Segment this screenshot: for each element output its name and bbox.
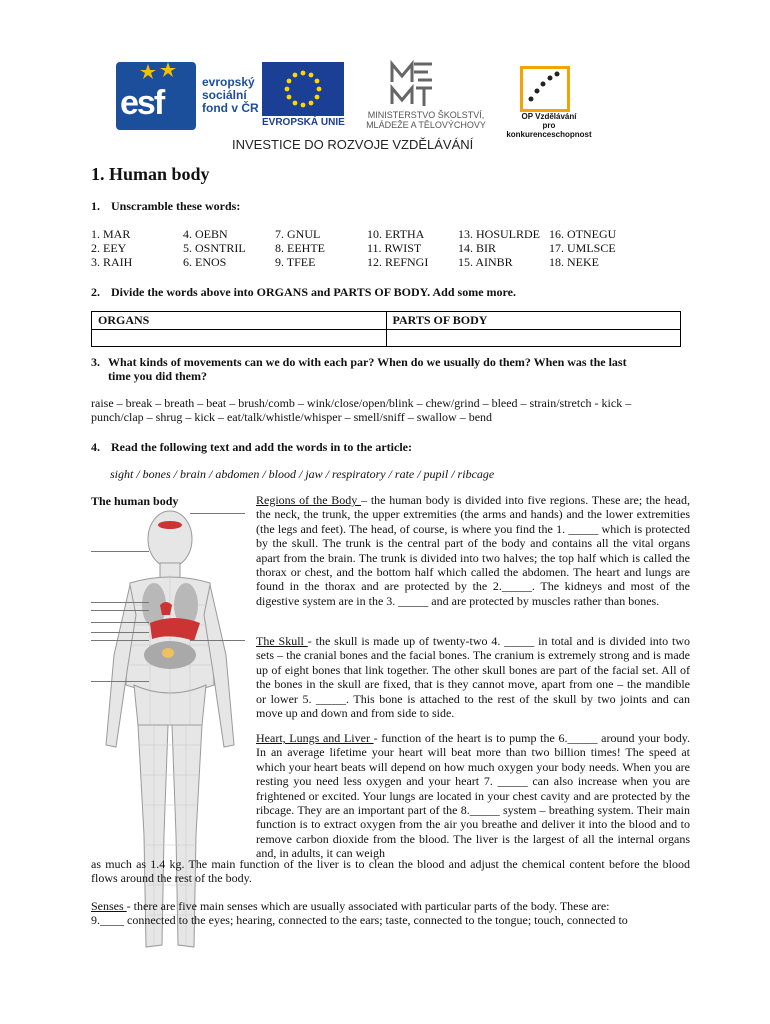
- word-column: [91, 227, 132, 269]
- bladder: [162, 648, 174, 658]
- esf-stars-icon: [140, 62, 180, 82]
- paragraph-heading: The Skull: [256, 634, 308, 648]
- label-line: [91, 622, 149, 623]
- figure-label: The human body: [91, 494, 179, 508]
- question-text: Read the following text and add the words in to the article:: [111, 440, 412, 454]
- word-item: 5. OSNTRIL: [183, 241, 246, 255]
- word-column: [367, 227, 428, 269]
- word-column: [275, 227, 325, 269]
- question-4: [91, 440, 412, 455]
- question-2: [91, 285, 516, 300]
- word-item: 15. AINBR: [458, 255, 513, 269]
- table-header-row: [92, 312, 681, 330]
- eu-text: EVROPSKÁ UNIE: [262, 117, 345, 128]
- paragraph-heart: [256, 731, 690, 861]
- msmt-logo-icon: [388, 60, 436, 108]
- word-item: 18. NEKE: [549, 255, 599, 269]
- word-column: [183, 227, 246, 269]
- question-number: 3.: [91, 355, 100, 369]
- paragraph-body: - function of the heart is to pump the 6._____ around your body. In an average lifetime your heart will beat more than two billion times! The speed at which your heart beats will depend on how much oxygen your body needs. When you are resting you need less oxygen and your heart 7. _____ can also increase when you are frightened or excited. Your lungs are located in your chest cavity and are protected by the ribcage. They are an important part of the 8._____ system – breathing system. Their main function is to extract oxygen from the air you breathe and deliver it into the blood and to remove carbon dioxide from the blood. The liver is the largest of all the internal organs and, in adults, it can weigh: [256, 731, 690, 861]
- table-header-parts: PARTS OF BODY: [386, 312, 681, 330]
- op-text-line: OP Vzdělávání: [521, 112, 577, 121]
- organs-table: [91, 311, 681, 347]
- question-text: Divide the words above into ORGANS and PARTS OF BODY. Add some more.: [111, 285, 516, 299]
- op-text: [504, 112, 594, 139]
- question-number: 1.: [91, 199, 100, 213]
- word-column: [458, 227, 540, 269]
- word-column: [549, 227, 616, 269]
- label-line: [91, 610, 149, 611]
- question-1: [91, 199, 240, 214]
- paragraph-body: 9.____ connected to the eyes; hearing, connected to the ears; taste, connected to the tongue; touch, connected to: [91, 913, 628, 928]
- op-dots-icon: [523, 69, 567, 109]
- word-bank: sight / bones / brain / abdomen / blood / jaw / respiratory / rate / pupil / ribcage: [110, 467, 495, 481]
- paragraph-heading: Heart, Lungs and Liver: [256, 731, 374, 745]
- movements-line: punch/clap – shrug – kick – eat/talk/whistle/whisper – smell/sniff – swallow – bend: [91, 410, 493, 424]
- word-item: 12. REFNGI: [367, 255, 429, 269]
- word-item: 17. UMLSCE: [549, 241, 616, 255]
- eu-flag-logo: [262, 62, 344, 116]
- label-line: [190, 513, 245, 514]
- eu-stars-icon: [262, 62, 344, 116]
- paragraph-heading: Senses: [91, 899, 127, 913]
- word-item: 4. OEBN: [183, 227, 228, 241]
- word-item: 8. EEHTE: [275, 241, 325, 255]
- paragraph-heading: Regions of the Body: [256, 493, 362, 507]
- op-text-line: pro konkurenceschopnost: [506, 121, 592, 139]
- word-item: 10. ERTHA: [367, 227, 425, 241]
- question-3: [91, 355, 627, 383]
- esf-text-line: evropský: [202, 75, 255, 89]
- word-item: 3. RAIH: [91, 255, 133, 269]
- brain-highlight: [158, 521, 182, 529]
- table-header-organs: ORGANS: [92, 312, 387, 330]
- msmt-text: [356, 110, 496, 130]
- msmt-text-line: MINISTERSTVO ŠKOLSTVÍ,: [367, 110, 485, 120]
- esf-logo-letters: esf: [120, 84, 164, 122]
- paragraph-body: – the human body is divided into five regions. These are; the head, the neck, the trunk, the upper extremities (the arms and hands) and the lower extremities (the legs and feet). The head, of course, is where you find the 1. _____ which is protected by the skull. The trunk is the central part of the body and contains all the vital organs apart from the brain. The trunk is divided into two halves; the top half which is called the thorax or chest, and the bottom half which called the abdomen. The heart and lungs are found in the thorax and are protected by the 2._____. The kidneys and most of the digestive system are in the 3. _____ and are protected by muscles rather than bones.: [256, 493, 690, 608]
- label-line: [91, 681, 149, 682]
- label-line: [91, 551, 149, 552]
- paragraph-senses: [91, 899, 690, 928]
- label-line: [91, 640, 149, 641]
- paragraph-heart-continued: as much as 1.4 kg. The main function of the liver is to clean the blood and adjust the chemical content before the blood flows around the rest of the body.: [91, 857, 690, 886]
- word-item: 6. ENOS: [183, 255, 227, 269]
- paragraph-body: - there are five main senses which are usually associated with particular parts of the body. These are:: [126, 899, 610, 913]
- movements-list: [91, 396, 631, 424]
- esf-text-line: fond v ČR: [202, 101, 259, 115]
- question-number: 2.: [91, 285, 100, 299]
- question-text: Unscramble these words:: [111, 199, 241, 213]
- op-logo: [520, 66, 570, 112]
- word-item: 1. MAR: [91, 227, 131, 241]
- esf-text-line: sociální: [202, 88, 247, 102]
- table-row: [92, 330, 681, 347]
- heart-highlight: [160, 602, 172, 615]
- label-line: [91, 602, 149, 603]
- msmt-text-line: MLÁDEŽE A TĚLOVÝCHOVY: [366, 120, 486, 130]
- table-cell-organs[interactable]: [92, 330, 387, 347]
- word-item: 7. GNUL: [275, 227, 321, 241]
- question-number: 4.: [91, 440, 100, 454]
- esf-text: [202, 76, 259, 115]
- word-item: 16. OTNEGU: [549, 227, 617, 241]
- movements-line: raise – break – breath – beat – brush/comb – wink/close/open/blink – chew/grind – bleed – strain/stretch - kick –: [91, 396, 632, 410]
- word-item: 14. BIR: [458, 241, 497, 255]
- question-text: What kinds of movements can we do with each par? When do we usually do them? When was the last: [108, 355, 627, 369]
- word-item: 9. TFEE: [275, 255, 316, 269]
- paragraph-regions: [256, 493, 690, 608]
- tagline: INVESTICE DO ROZVOJE VZDĚLÁVÁNÍ: [232, 137, 474, 152]
- table-cell-parts[interactable]: [386, 330, 681, 347]
- label-line: [91, 632, 149, 633]
- question-text: time you did them?: [108, 369, 207, 383]
- paragraph-skull: [256, 634, 690, 720]
- label-line: [190, 640, 245, 641]
- word-item: 2. EEY: [91, 241, 127, 255]
- word-item: 13. HOSULRDE: [458, 227, 541, 241]
- word-item: 11. RWIST: [367, 241, 422, 255]
- page-title: 1. Human body: [91, 164, 210, 184]
- paragraph-body: - the skull is made up of twenty-two 4. _____ in total and is divided into two sets – the cranial bones and the facial bones. The cranium is extremely strong and is made up of eight bones that link together. The other skull bones are part of the facial set. All of the bones in the skull are fixed, that is they cannot move, apart from one – the mandible or lower 5. _____. This bone is attached to the rest of the skull by two joints and can move up and down and from side to side.: [256, 634, 690, 721]
